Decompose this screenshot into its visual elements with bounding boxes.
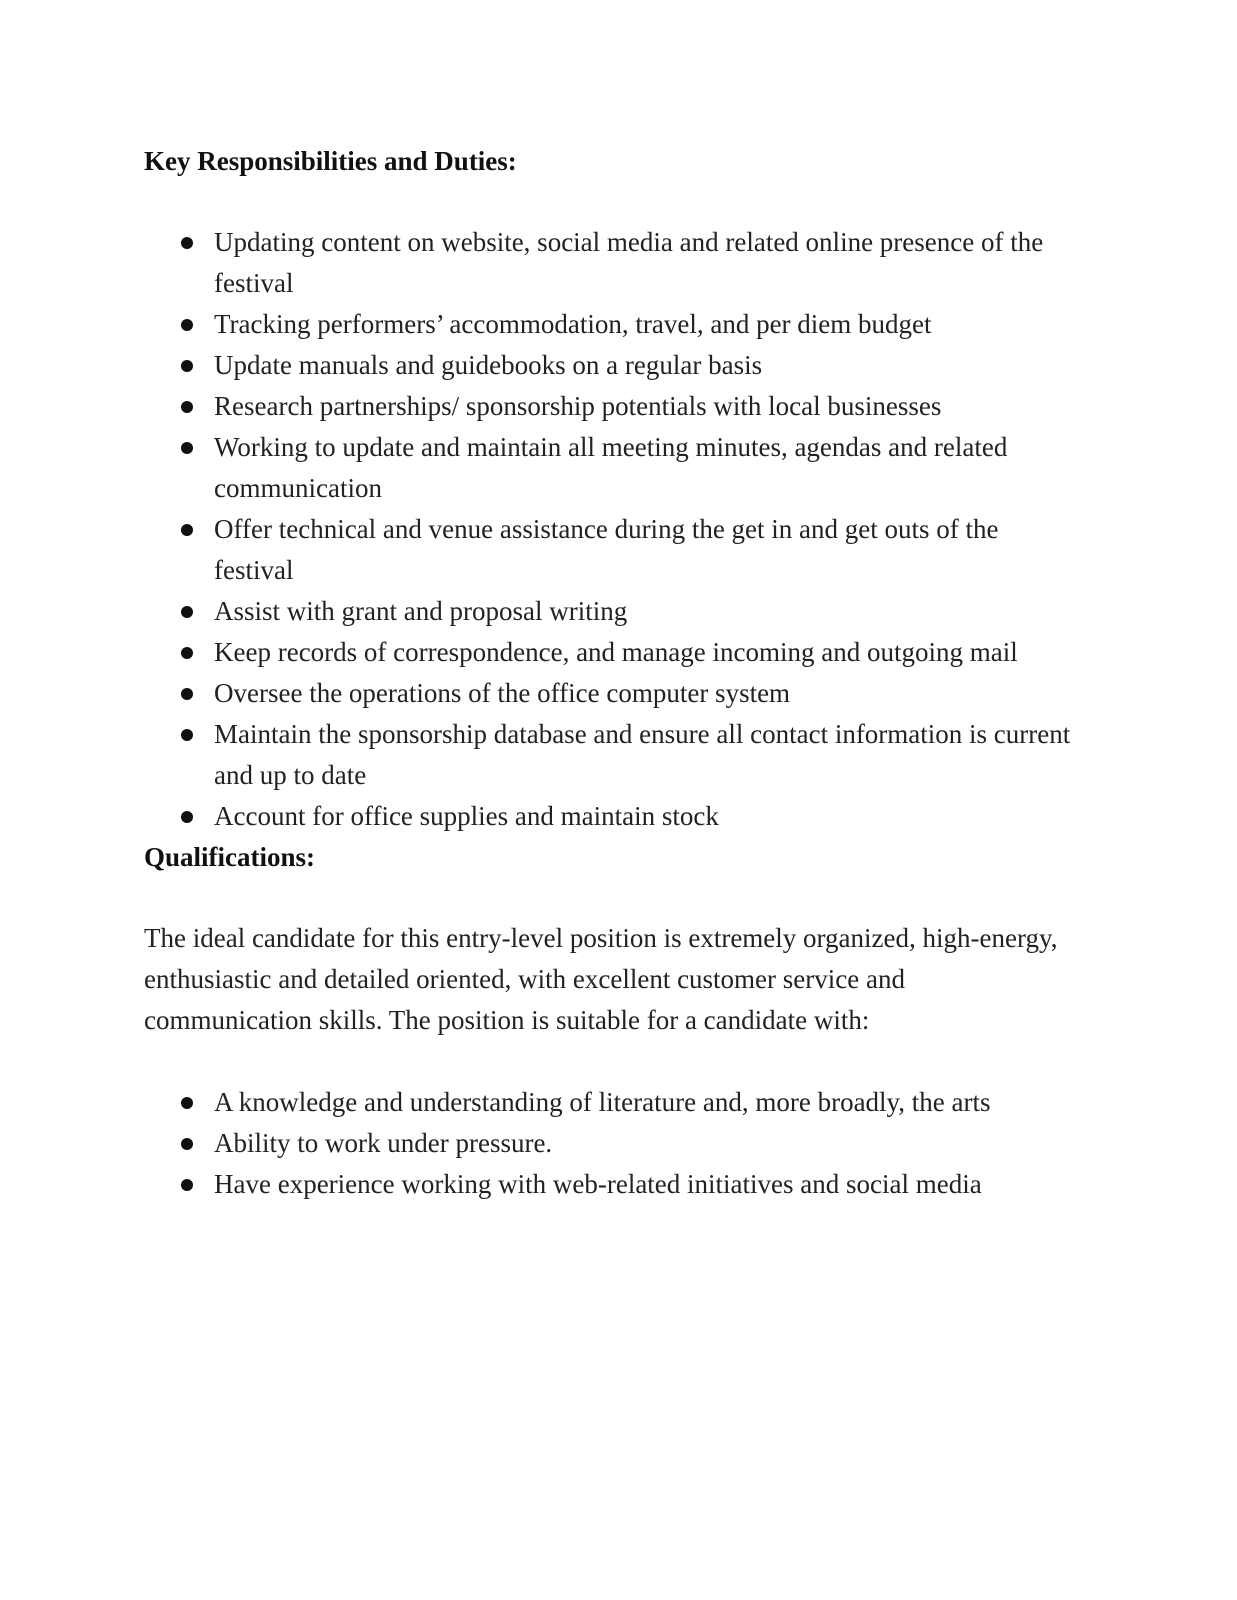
list-item — [144, 427, 1074, 509]
list-item — [144, 222, 1074, 304]
qualifications-heading: Qualifications: — [144, 842, 316, 872]
bullet-icon — [181, 811, 193, 823]
responsibilities-heading: Key Responsibilities and Duties: — [144, 146, 517, 176]
list-item — [144, 386, 1074, 427]
bullet-icon — [181, 1179, 193, 1191]
list-item-text: A knowledge and understanding of literature and, more broadly, the arts — [214, 1087, 991, 1117]
list-item — [144, 632, 1074, 673]
list-item — [144, 673, 1074, 714]
list-item — [144, 714, 1074, 796]
bullet-icon — [181, 1097, 193, 1109]
bullet-icon — [181, 360, 193, 372]
qualifications-list — [144, 1082, 1074, 1205]
bullet-icon — [181, 688, 193, 700]
list-item-text: Working to update and maintain all meeting minutes, agendas and related communication — [214, 432, 1008, 503]
list-item-text: Ability to work under pressure. — [214, 1128, 553, 1158]
list-item-text: Maintain the sponsorship database and ensure all contact information is current and up to date — [214, 719, 1071, 790]
bullet-icon — [181, 1138, 193, 1150]
list-item-text: Updating content on website, social media and related online presence of the festival — [214, 227, 1044, 298]
bullet-icon — [181, 237, 193, 249]
list-item — [144, 345, 1074, 386]
bullet-icon — [181, 319, 193, 331]
list-item-text: Research partnerships/ sponsorship potentials with local businesses — [214, 391, 942, 421]
list-item-text: Tracking performers’ accommodation, travel, and per diem budget — [214, 309, 932, 339]
list-item — [144, 304, 1074, 345]
bullet-icon — [181, 401, 193, 413]
list-item-text: Have experience working with web-related initiatives and social media — [214, 1169, 982, 1199]
bullet-icon — [181, 442, 193, 454]
list-item — [144, 509, 1074, 591]
bullet-icon — [181, 647, 193, 659]
list-item — [144, 796, 1074, 837]
list-item — [144, 591, 1074, 632]
bullet-icon — [181, 729, 193, 741]
list-item — [144, 1082, 1074, 1123]
list-item-text: Keep records of correspondence, and manage incoming and outgoing mail — [214, 637, 1018, 667]
list-item-text: Oversee the operations of the office computer system — [214, 678, 791, 708]
list-item — [144, 1123, 1074, 1164]
list-item-text: Offer technical and venue assistance during the get in and get outs of the festival — [214, 514, 999, 585]
list-item — [144, 1164, 1074, 1205]
list-item-text: Account for office supplies and maintain stock — [214, 801, 719, 831]
bullet-icon — [181, 606, 193, 618]
bullet-icon — [181, 524, 193, 536]
document-content — [144, 141, 1074, 1205]
list-item-text: Update manuals and guidebooks on a regular basis — [214, 350, 763, 380]
responsibilities-list — [144, 222, 1074, 837]
list-item-text: Assist with grant and proposal writing — [214, 596, 628, 626]
qualifications-intro: The ideal candidate for this entry-level position is extremely organized, high-energy, enthusiastic and detailed oriented, with excellent customer service and communication skills. The position is suitable for a candidate with: — [144, 923, 1058, 1035]
